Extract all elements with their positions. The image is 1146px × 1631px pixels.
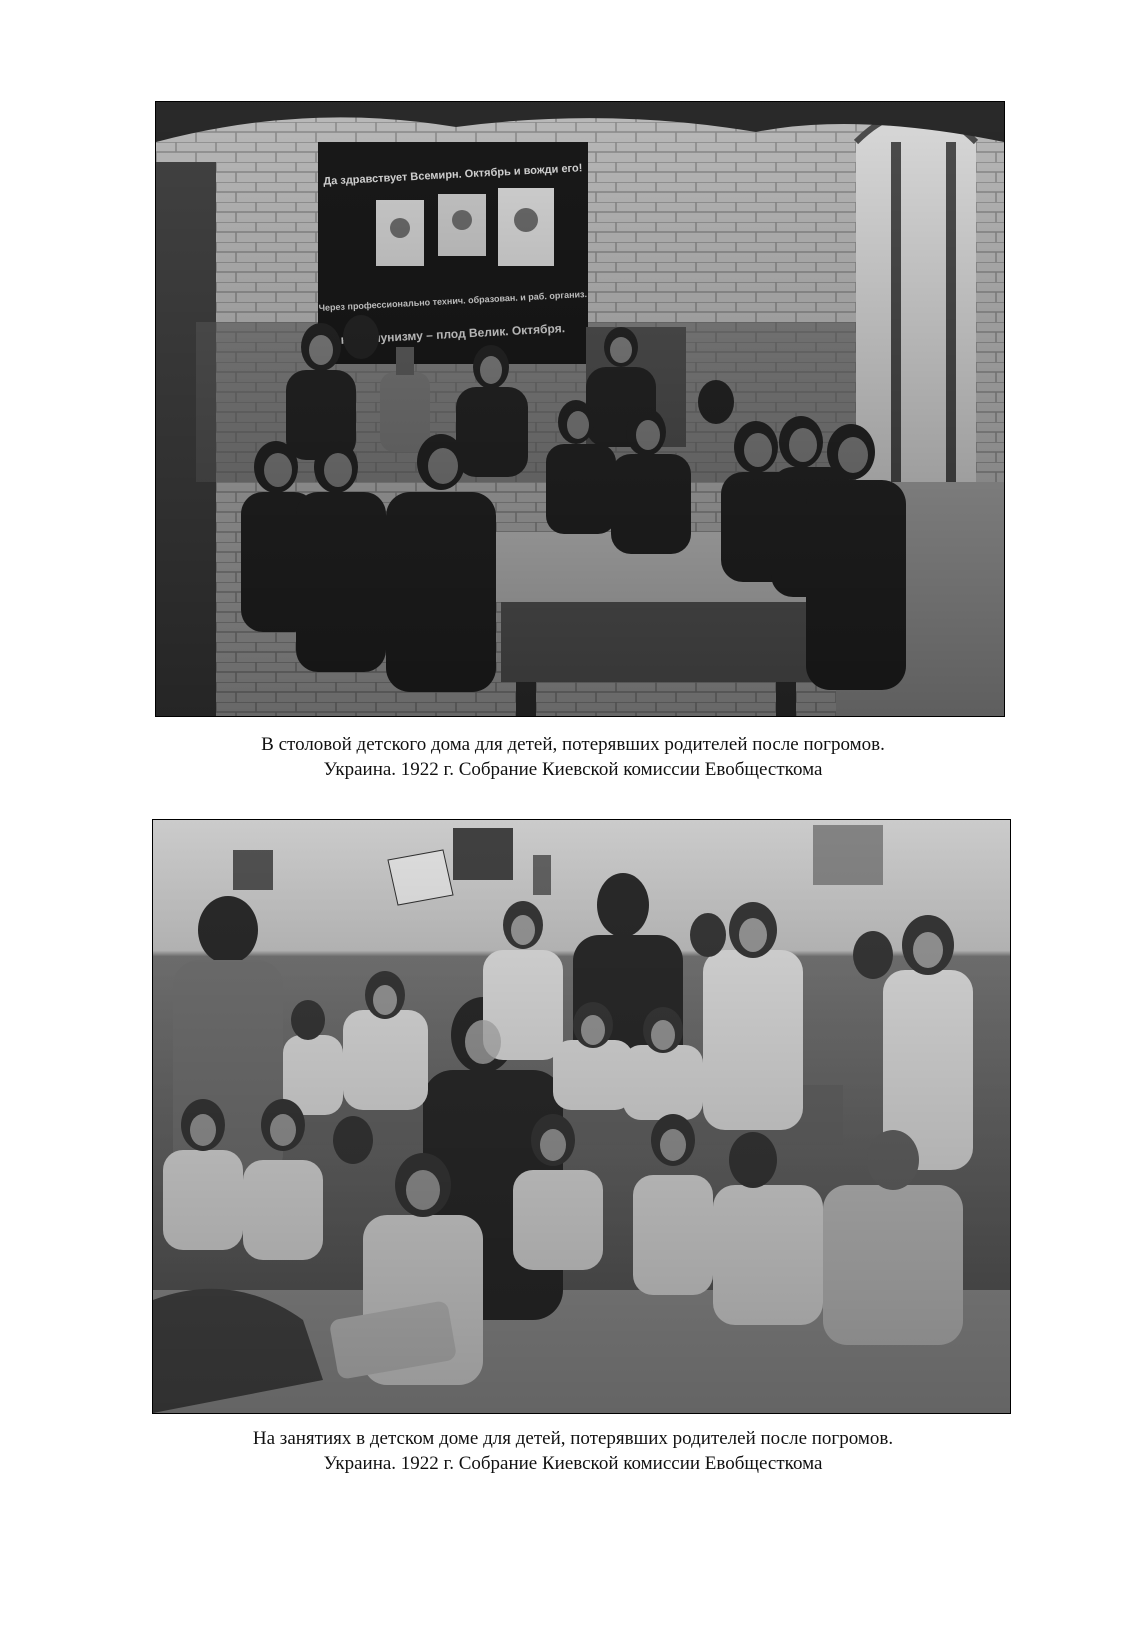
caption-dining-room xyxy=(0,732,1146,782)
caption-line-1: На занятиях в детском доме для детей, потерявших родителей после погромов. xyxy=(252,1428,894,1449)
caption-line-2: Украина. 1922 г. Собрание Киевской комиссии Евобщесткома xyxy=(323,1453,823,1474)
caption-line-2: Украина. 1922 г. Собрание Киевской комиссии Евобщесткома xyxy=(323,759,823,780)
photo-classroom xyxy=(152,819,1011,1414)
photo-dining-room xyxy=(155,101,1005,717)
caption-classroom xyxy=(0,1426,1146,1476)
caption-line-1: В столовой детского дома для детей, потерявших родителей после погромов. xyxy=(261,734,885,755)
